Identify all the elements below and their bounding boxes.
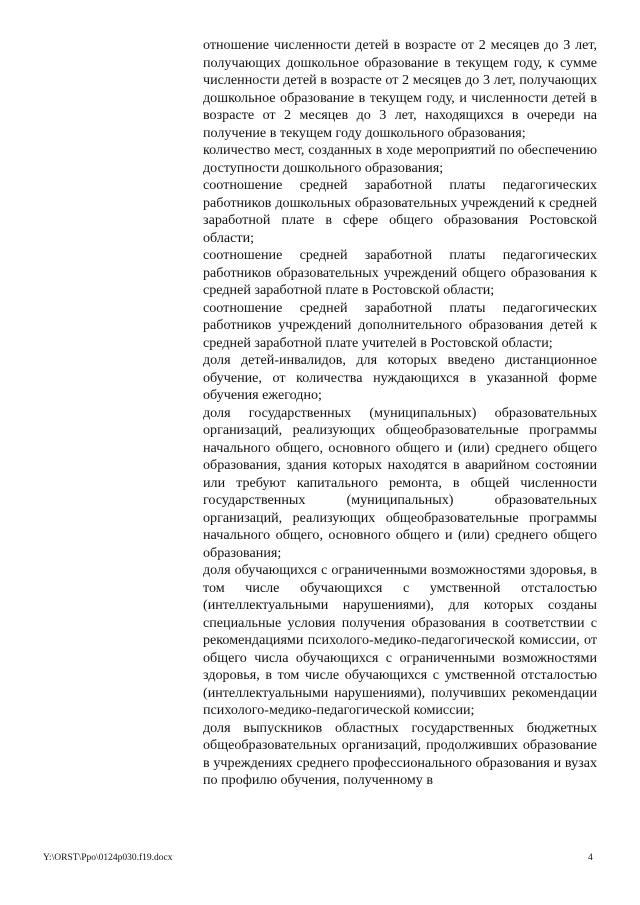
paragraph-7: доля государственных (муниципальных) образовательных организаций, реализующих общеобразовательные программы начального общего, основного общего и (или) среднего общего образования, здания которых находятся в аварийном состоянии или требуют капитального ремонта, в общей численности государственных (муниципальных) образовательных организаций, реализующих общеобразовательные программы начального общего, основного общего и (или) среднего общего образования; [203,404,597,561]
paragraph-6: доля детей-инвалидов, для которых введено дистанционное обучение, от количества нуждающихся в указанной форме обучения ежегодно; [203,352,597,403]
paragraph-1: отношение численности детей в возрасте от 2 месяцев до 3 лет, получающих дошкольное образование в текущем году, к сумме численности детей в возрасте от 2 месяцев до 3 лет, получающих дошкольное образование в текущем году, и численности детей в возрасте от 2 месяцев до 3 лет, находящихся в очереди на получение в текущем году дошкольного образования; [203,37,597,141]
paragraph-4: соотношение средней заработной платы педагогических работников образовательных учреждений общего образования к средней заработной плате в Ростовской области; [203,247,597,298]
paragraph-8: доля обучающихся с ограниченными возможностями здоровья, в том числе обучающихся с умственной отсталостью (интеллектуальными нарушениями), для которых созданы специальные условия получения образования в соответствии с рекомендациями психолого-медико-педагогической комиссии, от общего числа обучающихся с ограниченными возможностями здоровья, в том числе обучающихся с умственной отсталостью (интеллектуальными нарушениями), получивших рекомендации психолого-медико-педагогической комиссии; [203,562,597,718]
paragraph-3: соотношение средней заработной платы педагогических работников дошкольных образовательных учреждений к средней заработной плате в сфере общего образования Ростовской области; [203,177,597,246]
footer-file-path: Y:\ORST\Ppo\0124p030.f19.docx [43,853,173,863]
paragraph-2: количество мест, созданных в ходе мероприятий по обеспечению доступности дошкольного образования; [203,142,597,176]
paragraph-5: соотношение средней заработной платы педагогических работников учреждений дополнительного образования детей к средней заработной плате учителей в Ростовской области; [203,299,597,351]
paragraph-9: доля выпускников областных государственных бюджетных общеобразовательных организаций, продолживших образование в учреждениях среднего профессионального образования и вузах по профилю обучения, полученному в [203,719,597,788]
document-body [203,37,597,790]
footer-page-number: 4 [588,853,593,863]
